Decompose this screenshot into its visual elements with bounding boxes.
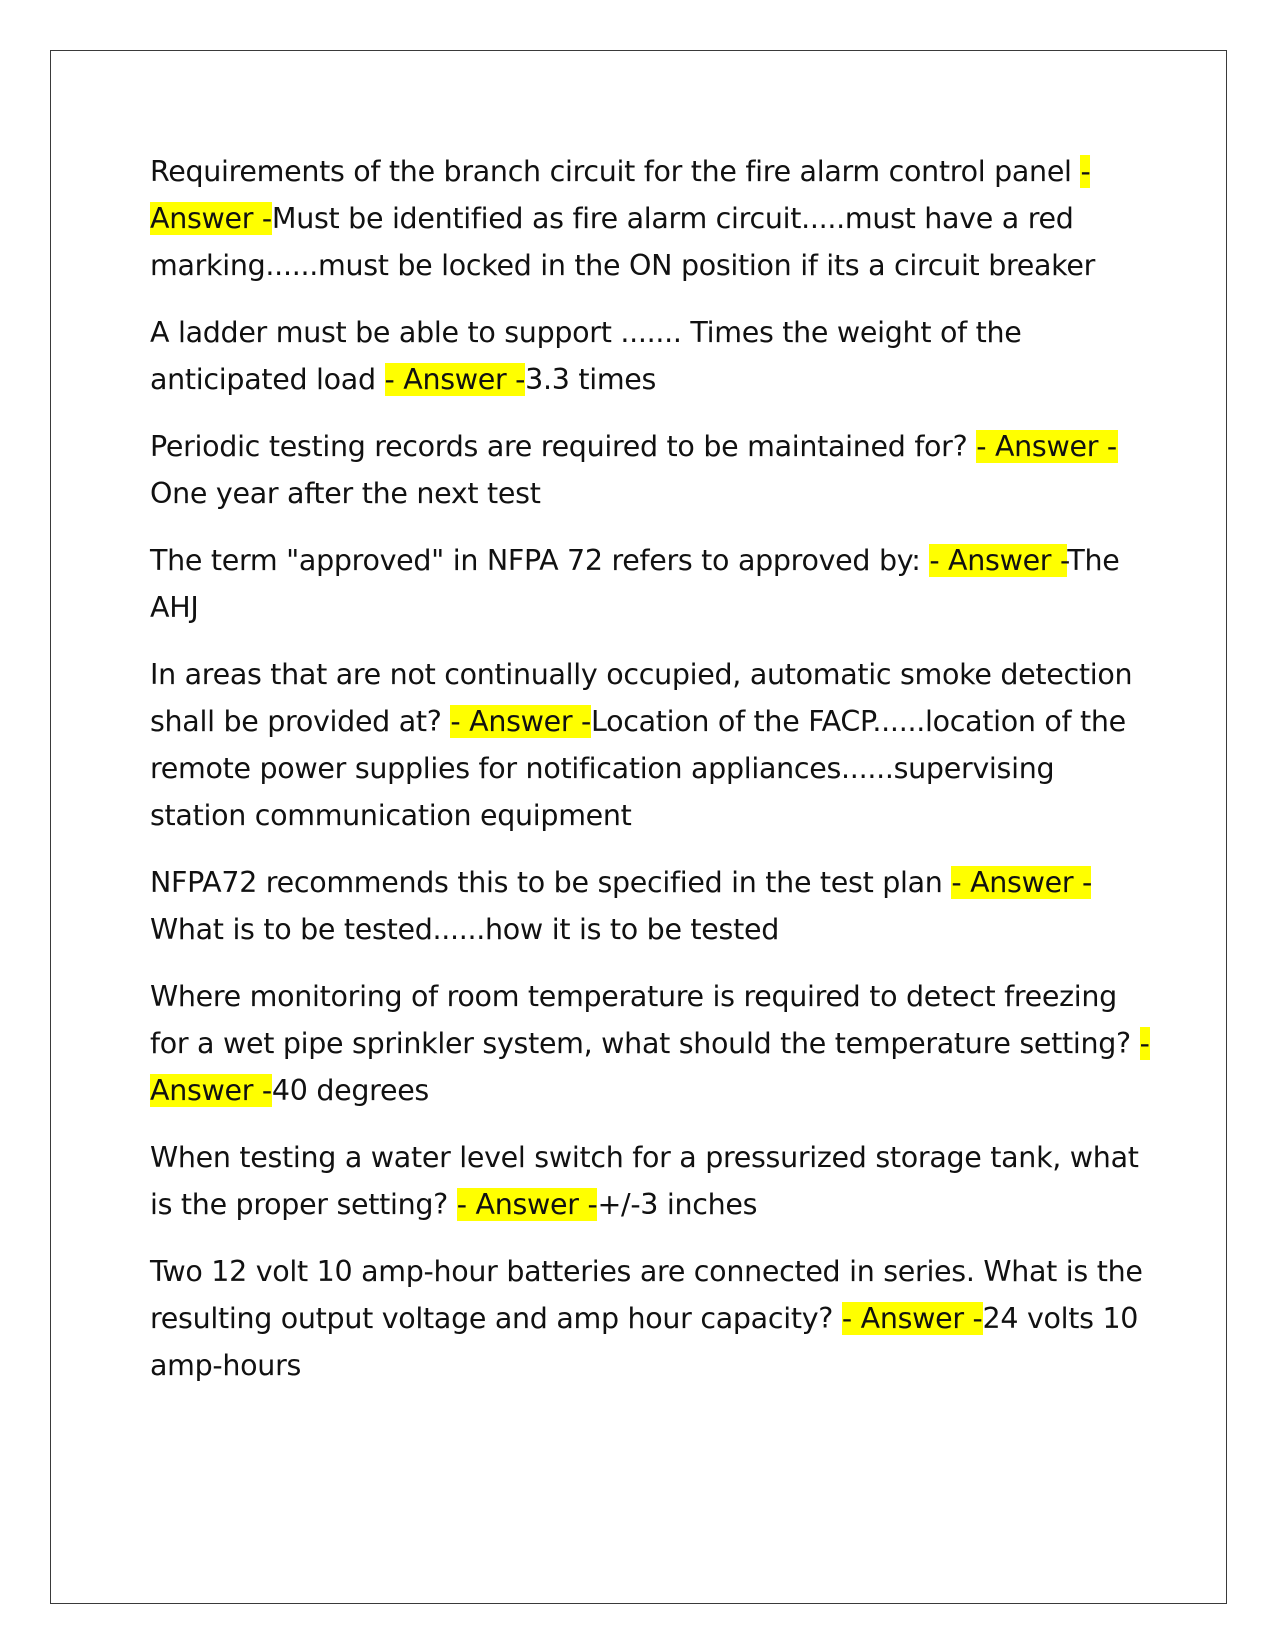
question-text: When testing a water level switch for a pressurized storage tank, what is the proper setting? <box>150 1141 1139 1221</box>
question-text: Two 12 volt 10 amp-hour batteries are connected in series. What is the resulting output voltage and amp hour capacity? <box>150 1255 1143 1335</box>
answer-label: - Answer - <box>450 705 592 738</box>
question-text: Periodic testing records are required to be maintained for? <box>150 430 977 463</box>
answer-label: - Answer - <box>929 544 1068 577</box>
qa-item <box>150 651 1150 839</box>
question-text: In areas that are not continually occupied, automatic smoke detection shall be provided at? <box>150 658 1133 738</box>
answer-label: - Answer - <box>841 1302 983 1335</box>
qa-item <box>150 148 1150 289</box>
qa-list <box>150 148 1150 1409</box>
question-text: A ladder must be able to support ....... Times the weight of the anticipated load <box>150 316 1022 396</box>
answer-label: - Answer - <box>456 1188 598 1221</box>
answer-text: +/-3 inches <box>597 1188 758 1221</box>
question-text: Where monitoring of room temperature is required to detect freezing for a wet pipe sprinkler system, what should the temperature setting? <box>150 980 1140 1060</box>
answer-text: Must be identified as fire alarm circuit.....must have a red marking......must be locked in the ON position if its a circuit breaker <box>150 202 1096 282</box>
answer-text: Location of the FACP......location of the remote power supplies for notification appliances......supervising station communication equipment <box>150 705 1126 832</box>
answer-label: - Answer - <box>951 866 1091 899</box>
qa-item <box>150 1248 1150 1389</box>
answer-text: The AHJ <box>150 544 1120 624</box>
question-text: The term "approved" in NFPA 72 refers to approved by: <box>150 544 930 577</box>
answer-label: - Answer - <box>976 430 1118 463</box>
question-text: NFPA72 recommends this to be specified in the test plan <box>150 866 952 899</box>
question-text: Requirements of the branch circuit for the fire alarm control panel <box>150 155 1081 188</box>
answer-text: One year after the next test <box>150 477 541 510</box>
answer-label: - Answer - <box>150 155 1091 235</box>
answer-text: 24 volts 10 amp-hours <box>150 1302 1139 1382</box>
qa-item <box>150 537 1150 631</box>
qa-item <box>150 1134 1150 1228</box>
qa-item <box>150 973 1150 1114</box>
answer-label: - Answer - <box>384 363 526 396</box>
answer-text: 40 degrees <box>271 1074 429 1107</box>
qa-item <box>150 309 1150 403</box>
answer-text: 3.3 times <box>525 363 657 396</box>
answer-text: What is to be tested......how it is to be tested <box>150 913 779 946</box>
qa-item <box>150 423 1150 517</box>
answer-label: - Answer - <box>150 1027 1150 1107</box>
qa-item <box>150 859 1150 953</box>
